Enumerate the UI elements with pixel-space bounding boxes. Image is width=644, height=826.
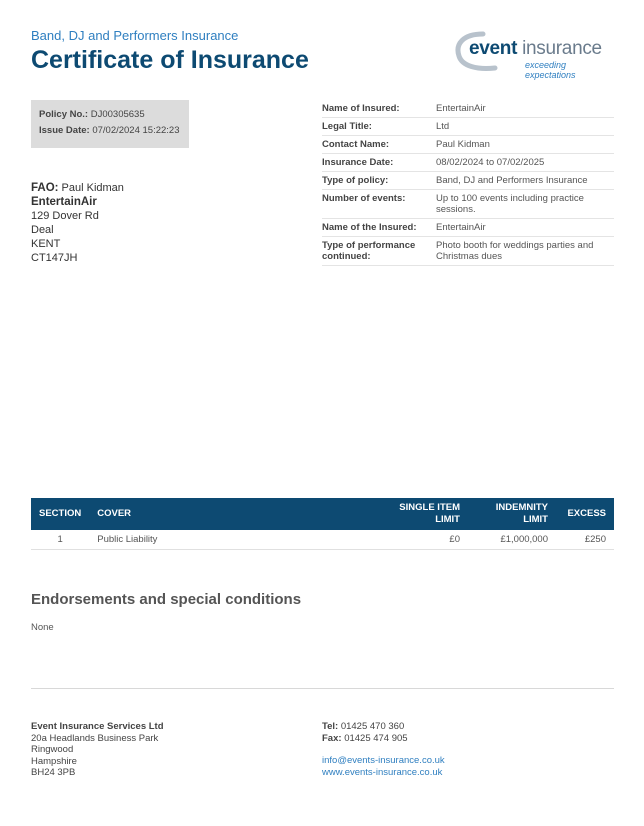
header-indemnity-limit: INDEMNITY LIMIT xyxy=(495,502,548,525)
endorsements-body: None xyxy=(31,622,54,633)
policy-no-value: DJ00305635 xyxy=(90,109,145,120)
footer-address-line: BH24 3PB xyxy=(31,767,76,778)
details-label: Legal Title: xyxy=(322,121,372,132)
details-row xyxy=(322,237,614,266)
page-title: Certificate of Insurance xyxy=(31,46,309,74)
details-value: Up to 100 events including practice sessions. xyxy=(436,193,584,215)
details-value: Photo booth for weddings parties and Christmas dues xyxy=(436,240,594,262)
logo-wordmark xyxy=(469,38,602,60)
footer-divider xyxy=(31,688,614,689)
fax-label: Fax: xyxy=(322,733,342,744)
logo-bold-word: event xyxy=(469,38,518,59)
recipient-address xyxy=(31,181,124,265)
logo-light-word: insurance xyxy=(517,38,602,59)
issue-date-label: Issue Date: xyxy=(39,125,90,136)
fao-name: Paul Kidman xyxy=(61,182,124,194)
cell-single-item-limit: £0 xyxy=(378,530,468,550)
cell-section: 1 xyxy=(31,530,89,550)
details-label: Type of performance continued: xyxy=(322,240,416,262)
details-label: Contact Name: xyxy=(322,139,390,150)
details-row xyxy=(322,100,614,118)
policy-info-box xyxy=(31,100,189,148)
footer-address-line: 20a Headlands Business Park xyxy=(31,732,159,744)
details-value: Band, DJ and Performers Insurance xyxy=(436,175,588,186)
policy-no-label: Policy No.: xyxy=(39,109,89,120)
endorsements-heading: Endorsements and special conditions xyxy=(31,591,302,608)
cover-table-header-row xyxy=(31,498,614,530)
header-cover: COVER xyxy=(97,508,132,519)
footer-address-line: Hampshire xyxy=(31,755,77,767)
details-row xyxy=(322,190,614,219)
header-excess: EXCESS xyxy=(567,508,606,519)
website-link[interactable]: www.events-insurance.co.uk xyxy=(322,767,443,778)
details-label: Name of Insured: xyxy=(322,103,400,114)
details-row xyxy=(322,219,614,237)
details-value: EntertainAir xyxy=(436,103,486,114)
address-line: KENT xyxy=(31,238,61,250)
fao-label: FAO: xyxy=(31,182,59,194)
details-label: Type of policy: xyxy=(322,175,389,186)
cell-cover: Public Liability xyxy=(89,530,378,550)
details-row xyxy=(322,172,614,190)
details-label: Insurance Date: xyxy=(322,157,394,168)
details-row xyxy=(322,118,614,136)
cell-indemnity-limit: £1,000,000 xyxy=(468,530,556,550)
fax-value: 01425 474 905 xyxy=(344,733,408,744)
footer-contact xyxy=(322,721,445,779)
issue-date-value: 07/02/2024 15:22:23 xyxy=(92,125,180,136)
details-value: Ltd xyxy=(436,121,450,132)
insured-details-table xyxy=(322,100,614,266)
footer-address-line: Ringwood xyxy=(31,744,74,755)
address-line: Deal xyxy=(31,224,54,236)
header-single-item-limit: SINGLE ITEM LIMIT xyxy=(399,502,460,525)
event-insurance-logo xyxy=(455,30,615,80)
address-company: EntertainAir xyxy=(31,196,97,208)
footer-company: Event Insurance Services Ltd xyxy=(31,721,164,732)
logo-tagline: exceeding expectations xyxy=(525,60,576,80)
details-label: Number of events: xyxy=(322,193,406,204)
details-value: EntertainAir xyxy=(436,222,486,233)
footer-address xyxy=(31,721,164,779)
tel-label: Tel: xyxy=(322,721,339,732)
address-line: 129 Dover Rd xyxy=(31,210,99,222)
page-subtitle: Band, DJ and Performers Insurance xyxy=(31,28,239,43)
details-row xyxy=(322,136,614,154)
cell-excess: £250 xyxy=(556,530,614,550)
header-section: SECTION xyxy=(39,508,82,519)
details-label: Name of the Insured: xyxy=(322,222,417,233)
details-value: 08/02/2024 to 07/02/2025 xyxy=(436,157,545,168)
cover-table xyxy=(31,498,614,550)
address-line: CT147JH xyxy=(31,252,78,264)
table-row xyxy=(31,530,614,550)
details-value: Paul Kidman xyxy=(436,139,490,150)
details-row xyxy=(322,154,614,172)
email-link[interactable]: info@events-insurance.co.uk xyxy=(322,755,445,766)
tel-value: 01425 470 360 xyxy=(340,721,405,732)
